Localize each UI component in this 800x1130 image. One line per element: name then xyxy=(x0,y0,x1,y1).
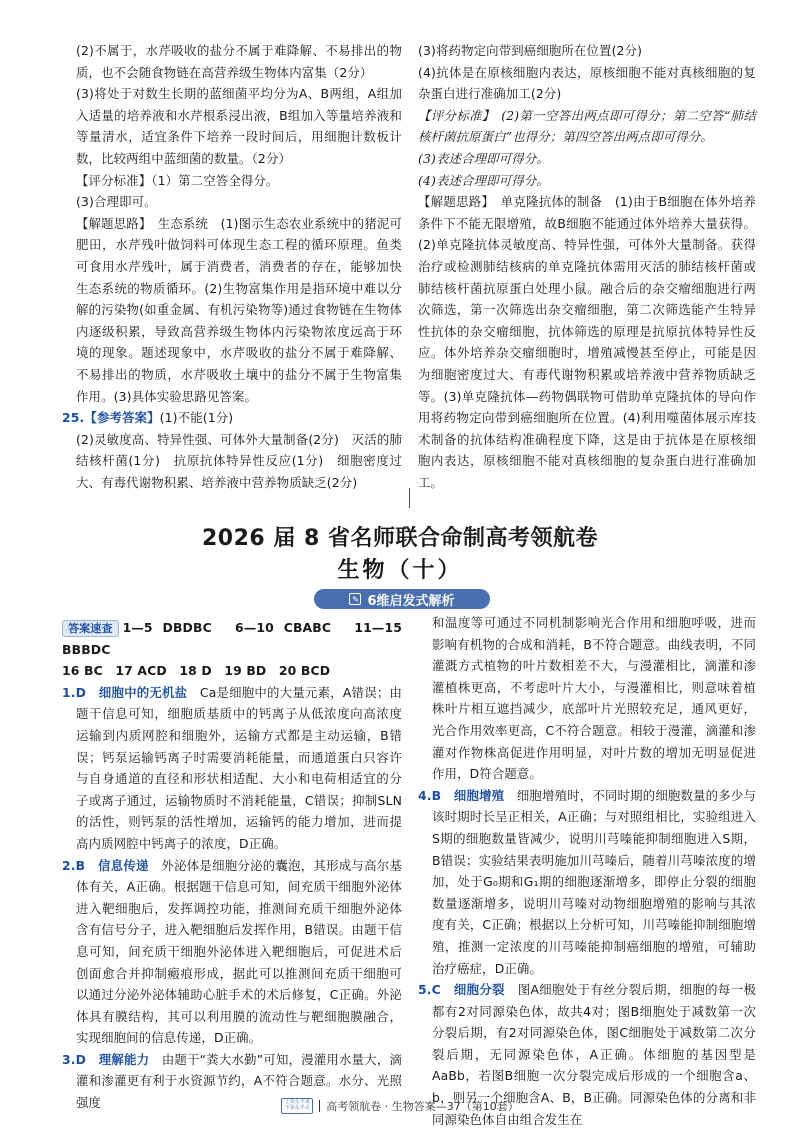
answer-key-line-2 xyxy=(62,660,402,682)
column-divider xyxy=(409,488,410,508)
q4-text: 细胞增殖时，不同时期的细胞数量的多少与该时期时长呈正相关，A正确；与对照组相比，实验组进入S期的细胞数量皆减少，说明川芎嗪能抑制细胞进入S期，B错误；实验结果表明施加川芎嗪后，随着川芎嗪浓度的增加，处于G₀期和G₁期的细胞逐渐增多，即停止分裂的细胞数量逐渐增多，说明川芎嗪对动物细胞增殖的影响与其浓度有关，C正确；根据以上分析可知，川芎嗪能抑制细胞增殖，推测一定浓度的川芎嗪能抑制癌细胞的增殖，可辅助治疗癌症，D正确。 xyxy=(432,787,756,976)
q24-answer-2: (2)不属于，水芹吸收的盐分不属于难降解、不易排出的物质，也不会随食物链在高营养级生物体内富集（2分） xyxy=(76,43,402,80)
lightbulb-icon: ✎ xyxy=(349,593,361,605)
q2-answer: B xyxy=(75,857,86,873)
q24-answer-3: (3)将处于对数生长期的蓝细菌平均分为A、B两组，A组加入适量的培养液和水芹根系浸出液，B组加入等量培养液和等量清水，适宜条件下培养一段时间后，用细胞计数板计数，比较两组中蓝细菌的数量。（2分） xyxy=(76,86,402,166)
q24-scoring: 【评分标准】（1）第二空答全得分。 xyxy=(76,172,279,188)
q25-answer-1: (1)不能(1分) xyxy=(159,410,234,426)
bottom-left-column xyxy=(62,617,402,1114)
q5-number: 5. xyxy=(418,982,432,998)
q5-text: 图A细胞处于有丝分裂后期，细胞的每一极都有2对同源染色体，故共4对；图B细胞处于减数第一次分裂后期，有2对同源染色体，图C细胞处于减数第二次分裂后期，无同源染色体，A正确。体细胞的基因型是AaBb，若图B细胞一次分裂完成后形成的一个细胞含a、b，则另一个细胞含A、B，B正确。同源染色体的分离和非同源染色体自由组合发生在 xyxy=(432,982,756,1127)
q2-explanation xyxy=(62,855,402,1049)
q2-text: 外泌体是细胞分泌的囊泡，其形成与高尔基体有关，A正确。根据题干信息可知，间充质干细胞外泌体进入靶细胞后，发挥调控功能，推测间充质干细胞外泌体含有信号分子，进入靶细胞后发挥作用，B错误。由题干信息可知，间充质干细胞外泌体进入靶细胞后，可促进术后创面愈合并抑制瘢痕形成，据此可以推测间充质干细胞可以通过分泌外泌体辅助心脏手术的术后修复，C正确。外泌体具有膜结构，其可以利用膜的流动性与靶细胞膜融合，实现细胞间的信息传递，D正确。 xyxy=(76,857,402,1046)
q1-tag: 细胞中的无机盐 xyxy=(98,684,188,700)
q3-number: 3. xyxy=(62,1051,76,1067)
q1-answer: D xyxy=(75,684,87,700)
answer-key-line-1-text: 1—5 DBDBC 6—10 CBABC 11—15 BBBDC xyxy=(62,620,402,657)
q25-answer-2: (2)灵敏度高、特异性强、可体外大量制备(2分) 灭活的肺结核杆菌(1分) 抗原抗体特异性反应(1分) 细胞密度过大、有毒代谢物积累、培养液中营养物质缺乏(2分) xyxy=(76,431,402,490)
q25-scoring-4: (4)表述合理即可得分。 xyxy=(418,172,549,188)
q25-explanation: 【解题思路】 单克隆抗体的制备 (1)由于B细胞在体外培养条件下不能无限增殖，故B细胞不能通过体外培养大量获得。(2)单克隆抗体灵敏度高、特异性强，可体外大量制备。获得治疗或检测肺结核病的单克隆抗体需用灭活的肺结核杆菌或肺结核杆菌抗原蛋白处理小鼠。融合后的杂交瘤细胞进行两次筛选，第一次筛选出杂交瘤细胞，第二次筛选能产生特异性抗体的杂交瘤细胞，抗体筛选的原理是抗原抗体特异性反应。体外培养杂交瘤细胞时，增殖减慢甚至停止，可能是因为细胞密度过大、有毒代谢物积累或培养液中营养物质缺乏等。(3)单克隆抗体—药物偶联物可借助单克隆抗体的导向作用将药物定向带到癌细胞所在位置。(4)利用噬菌体展示库技术制备的抗体结构准确程度下降，这是由于抗体是在原核细胞内表达，原核细胞不能对真核细胞的复杂蛋白进行准确加工。 xyxy=(418,194,756,490)
top-right-column xyxy=(418,40,756,493)
q4-explanation xyxy=(418,785,756,979)
q24-scoring-3: (3)合理即可。 xyxy=(76,194,157,210)
q5-answer: C xyxy=(431,982,441,998)
q25-scoring-3: (3)表述合理即可得分。 xyxy=(418,150,549,166)
q3-answer: D xyxy=(75,1051,87,1067)
q25-answer-4: (4)抗体是在原核细胞内表达，原核细胞不能对真核细胞的复杂蛋白进行准确加工(2分) xyxy=(418,64,756,102)
q25-reference-answer xyxy=(62,407,402,429)
q3-tag: 理解能力 xyxy=(98,1051,150,1067)
footer-text: 高考领航卷 · 生物答案—37（第10套） xyxy=(326,1100,519,1113)
q2-number: 2. xyxy=(62,857,76,873)
q1-explanation xyxy=(62,682,402,855)
top-left-column xyxy=(62,40,402,493)
q5-tag: 细胞分裂 xyxy=(453,982,505,998)
answer-key-line-1 xyxy=(62,617,402,660)
q24-explanation: 【解题思路】 生态系统 (1)图示生态农业系统中的猪泥可肥田，水芹残叶做饲料可体现生态工程的循环原理。鱼类可食用水芹残叶，属于消费者，消费者的存在，能够加快生态系统的物质循环。(2)生物富集作用是指环境中难以分解的污染物(如重金属、有机污染物等)通过食物链在生物体内逐级积累，导致高营养级生物体内污染物浓度远高于环境的现象。题述现象中，水芹吸收的盐分不属于难降解、不易排出的物质，水芹吸收土壤中的盐分不属于生物富集作用。(3)具体实验思路见答案。 xyxy=(76,215,402,404)
banner-label: 6维启发式解析 xyxy=(367,593,455,609)
page-title: 2026 届 8 省名师联合命制高考领航卷 xyxy=(201,526,599,551)
answer-key-line-2-text: 16 BC 17 ACD 18 D 19 BD 20 BCD xyxy=(62,663,331,679)
q2-tag: 信息传递 xyxy=(98,857,149,873)
logo-line-1: 上领头羊来 xyxy=(284,1099,310,1105)
logo-line-2: 下领头羊走 xyxy=(284,1105,310,1111)
q25-answer-3: (3)将药物定向带到癌细胞所在位置(2分) xyxy=(418,43,643,58)
q1-number: 1. xyxy=(62,684,76,700)
q4-number: 4. xyxy=(418,787,432,803)
q3-text: 由题干“粪大水勤”可知，漫灌用水量大，滴灌和渗灌更有利于水资源节约，A不符合题意。水分、光照强度 xyxy=(76,1051,402,1111)
q4-tag: 细胞增殖 xyxy=(453,787,505,803)
page-footer xyxy=(0,1098,800,1114)
q25-number: 25. xyxy=(62,410,85,426)
page-subtitle: 生物（十） xyxy=(337,558,463,583)
publisher-logo xyxy=(281,1098,313,1114)
q3-explanation-continued: 和温度等可通过不同机制影响光合作用和细胞呼吸，进而影响有机物的合成和消耗，B不符合题意。曲线表明，不同灌溉方式植物的叶片数相差不大，与漫灌相比，滴灌和渗灌植株更高，不考虑叶片大小，与漫灌相比，则意味着植株叶片相互遮挡减少，底部叶片光照较充足，通风更好，光合作用效率更高，C不符合题意。相较于漫灌，滴灌和渗灌对作物株高促进作用明显，对叶片数的增加无明显促进作用，D符合题意。 xyxy=(432,615,756,782)
q4-answer: B xyxy=(431,787,442,803)
q1-text: Ca是细胞中的大量元素，A错误；由题干信息可知，细胞质基质中的钙离子从低浓度向高浓度运输到内质网腔和细胞外，运输方式都是主动运输，B错误；钙泵运输钙离子时需要消耗能量，而通道蛋白只容许与自身通道的直径和形状相适配、大小和电荷相适宜的分子或离子通过，运输物质时不消耗能量，C错误；抑制SLN的活性，则钙泵的活性增加，运输钙的能力增加，进而提高内质网腔中钙离子的浓度，D正确。 xyxy=(76,684,402,851)
q25-scoring: 【评分标准】 (2)第一空答出两点即可得分；第二空答“肺结核杆菌抗原蛋白”也得分；第四空答出两点即可得分。 xyxy=(418,107,756,145)
analysis-banner xyxy=(314,589,490,609)
bottom-right-column xyxy=(418,612,756,1130)
answer-key-badge: 答案速查 xyxy=(62,620,119,637)
q25-ref-label: 【参考答案】 xyxy=(84,410,160,426)
footer-separator xyxy=(319,1100,320,1112)
